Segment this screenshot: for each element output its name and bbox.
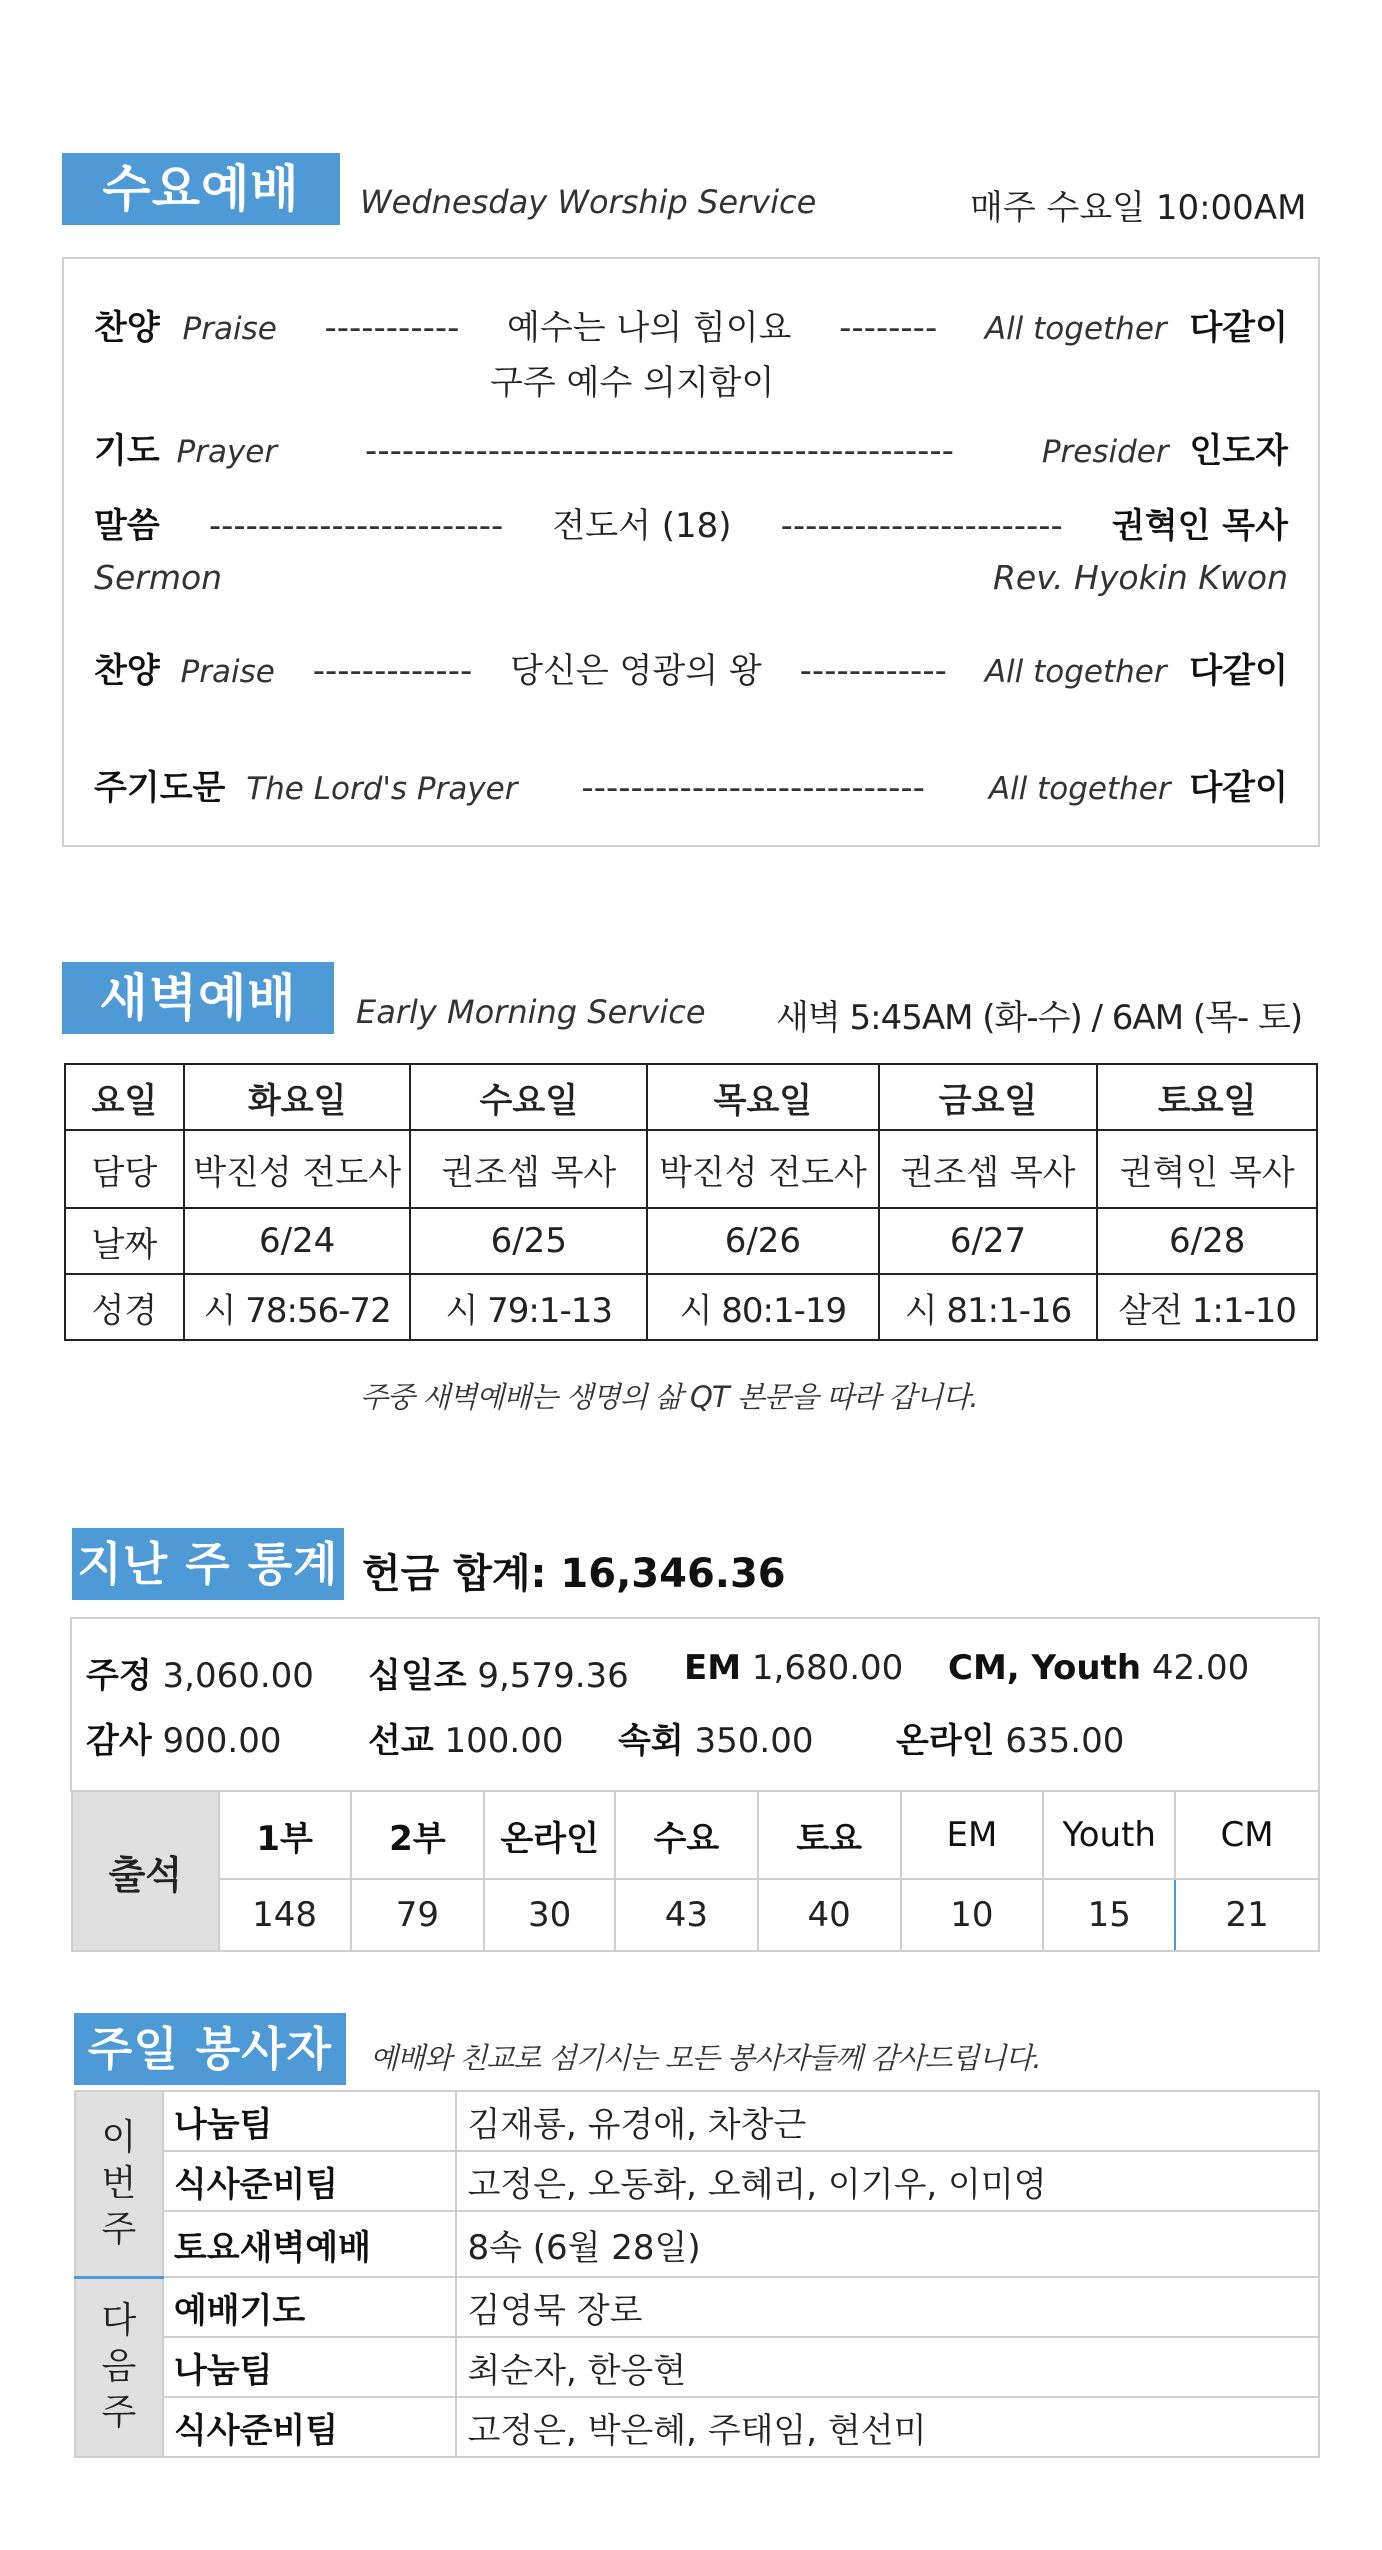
attendance-value: 10 — [901, 1879, 1044, 1951]
offering-item — [86, 1713, 281, 1762]
offering-item — [86, 1648, 314, 1697]
header-cell: 목요일 — [647, 1064, 879, 1130]
row-label: 성경 — [65, 1274, 184, 1340]
table-cell: 6/24 — [184, 1208, 411, 1274]
offering-value: 3,060.00 — [162, 1656, 314, 1696]
offering-item — [896, 1713, 1124, 1762]
volunteer-names: 최순자, 한응현 — [456, 2337, 1319, 2397]
volunteer-row — [75, 2337, 1319, 2397]
volunteer-role: 식사준비팀 — [163, 2397, 457, 2457]
this-week-label — [75, 2091, 163, 2277]
volunteer-names: 김영묵 장로 — [456, 2277, 1319, 2337]
offering-label: EM — [684, 1648, 742, 1688]
volunteer-row — [75, 2151, 1319, 2211]
offering-value: 900.00 — [162, 1721, 282, 1761]
volunteer-names: 고정은, 오동화, 오혜리, 이기우, 이미영 — [456, 2151, 1319, 2211]
offering-value: 9,579.36 — [477, 1656, 629, 1696]
header-cell: 토요일 — [1097, 1064, 1317, 1130]
table-cell: 시 80:1-19 — [647, 1274, 879, 1340]
item-title-en: The Lord's Prayer — [246, 771, 518, 807]
item-title-en: Praise — [180, 654, 275, 690]
header-cell: 요일 — [65, 1064, 184, 1130]
offering-value: 100.00 — [444, 1721, 564, 1761]
label-char: 주 — [101, 2208, 137, 2250]
label-char: 주 — [101, 2392, 137, 2434]
attendance-header: 온라인 — [484, 1791, 615, 1879]
header-cell: 금요일 — [879, 1064, 1098, 1130]
table-cell: 시 78:56-72 — [184, 1274, 411, 1340]
item-title: 말씀 — [94, 506, 160, 546]
offering-value: 42.00 — [1151, 1648, 1250, 1688]
volunteers-badge: 주일 봉사자 — [74, 2013, 346, 2085]
attendance-value: 148 — [219, 1879, 351, 1951]
table-cell: 권혁인 목사 — [1097, 1130, 1317, 1208]
order-item-praise-1 — [94, 300, 1288, 349]
label-char: 음 — [101, 2346, 137, 2388]
order-item-sermon — [94, 498, 1288, 547]
attendance-header-row — [72, 1791, 1319, 1879]
dash: ----------------------- — [780, 506, 1063, 546]
item-title-en: Prayer — [176, 434, 278, 470]
table-cell: 박진성 전도사 — [647, 1130, 879, 1208]
volunteers-table — [74, 2090, 1320, 2458]
attendance-value: 79 — [351, 1879, 485, 1951]
volunteer-row — [75, 2211, 1319, 2277]
offering-label: 주정 — [86, 1656, 152, 1696]
offering-label: 십일조 — [368, 1656, 467, 1696]
offering-item — [684, 1648, 903, 1688]
offering-label: 감사 — [86, 1721, 152, 1761]
stats-badge: 지난 주 통계 — [72, 1528, 344, 1600]
label-char: 다 — [101, 2300, 137, 2342]
item-title: 찬양 — [94, 308, 160, 348]
preacher-en: Rev. Hyokin Kwon — [992, 558, 1288, 597]
table-cell: 살전 1:1-10 — [1097, 1274, 1317, 1340]
label-char: 번 — [101, 2162, 137, 2204]
order-item-prayer — [94, 423, 1288, 472]
leader-en: Presider — [1041, 434, 1169, 470]
volunteer-names: 8속 (6월 28일) — [456, 2211, 1319, 2277]
label-char: 이 — [101, 2116, 137, 2158]
offering-item — [368, 1713, 563, 1762]
item-title: 주기도문 — [94, 768, 226, 808]
attendance-value: 21 — [1175, 1879, 1319, 1951]
dash: ------------------------ — [208, 506, 504, 546]
table-row — [65, 1208, 1317, 1274]
item-title-en: Sermon — [94, 558, 223, 597]
attendance-header: 2부 — [351, 1791, 485, 1879]
table-cell: 6/28 — [1097, 1208, 1317, 1274]
offering-item — [618, 1713, 813, 1762]
offering-item — [368, 1648, 629, 1697]
offering-item — [948, 1648, 1249, 1688]
table-cell: 박진성 전도사 — [184, 1130, 411, 1208]
scripture: 전도서 (18) — [552, 506, 732, 546]
table-row — [65, 1130, 1317, 1208]
dash: ------------- — [312, 651, 473, 691]
wednesday-schedule: 매주 수요일 10:00AM — [970, 188, 1307, 228]
dawn-schedule: 새벽 5:45AM (화-수) / 6AM (목- 토) — [776, 998, 1303, 1038]
leader-ko: 다같이 — [1189, 768, 1288, 808]
table-header-row — [65, 1064, 1317, 1130]
table-cell: 6/25 — [410, 1208, 647, 1274]
attendance-header: 수요 — [615, 1791, 758, 1879]
item-title: 찬양 — [94, 651, 160, 691]
offering-total — [362, 1542, 786, 1599]
dash: -------- — [839, 308, 938, 348]
dash: ----------- — [324, 308, 460, 348]
row-label: 담당 — [65, 1130, 184, 1208]
offering-label: CM, Youth — [948, 1648, 1142, 1688]
attendance-header: Youth — [1043, 1791, 1175, 1879]
volunteer-row — [75, 2277, 1319, 2337]
attendance-value: 15 — [1043, 1879, 1175, 1951]
dash: ------------------------------------------------ — [365, 431, 954, 471]
attendance-value-row — [72, 1879, 1319, 1951]
leader-ko: 다같이 — [1189, 308, 1288, 348]
offering-box — [70, 1617, 1320, 1792]
attendance-table — [71, 1790, 1320, 1952]
dawn-badge: 새벽예배 — [62, 962, 334, 1034]
dawn-note: 주중 새벽예배는 생명의 삶 QT 본문을 따라 갑니다. — [360, 1380, 978, 1414]
attendance-value: 40 — [758, 1879, 901, 1951]
volunteer-names: 김재룡, 유경애, 차창근 — [456, 2091, 1319, 2151]
leader-en: All together — [984, 654, 1167, 690]
attendance-value: 30 — [484, 1879, 615, 1951]
table-cell: 시 79:1-13 — [410, 1274, 647, 1340]
item-title: 기도 — [94, 431, 160, 471]
order-item-lords-prayer — [94, 760, 1288, 809]
leader-en: All together — [984, 311, 1167, 347]
attendance-header: 토요 — [758, 1791, 901, 1879]
leader-ko: 다같이 — [1189, 651, 1288, 691]
dawn-subtitle: Early Morning Service — [356, 993, 706, 1031]
table-cell: 6/26 — [647, 1208, 879, 1274]
row-label: 날짜 — [65, 1208, 184, 1274]
preacher-ko: 권혁인 목사 — [1111, 506, 1288, 546]
offering-label: 온라인 — [896, 1721, 995, 1761]
wednesday-subtitle: Wednesday Worship Service — [360, 183, 817, 221]
item-title-en: Praise — [182, 311, 277, 347]
leader-en: All together — [988, 771, 1171, 807]
table-cell: 권조셉 목사 — [879, 1130, 1098, 1208]
attendance-header: 1부 — [219, 1791, 351, 1879]
order-item-sermon-en — [94, 558, 1288, 597]
offering-total-value: 16,346.36 — [560, 1551, 786, 1597]
hymn-title: 당신은 영광의 왕 — [510, 651, 762, 691]
offering-value: 350.00 — [694, 1721, 814, 1761]
dash: ---------------------------- — [581, 768, 925, 808]
hymn-title: 예수는 나의 힘이요 — [507, 308, 792, 348]
order-item-praise-2 — [94, 643, 1288, 692]
volunteer-names: 고정은, 박은혜, 주태임, 현선미 — [456, 2397, 1319, 2457]
volunteer-role: 나눔팀 — [163, 2337, 457, 2397]
attendance-value: 43 — [615, 1879, 758, 1951]
attendance-header: EM — [901, 1791, 1044, 1879]
offering-total-label: 헌금 합계: — [362, 1551, 547, 1597]
volunteer-role: 식사준비팀 — [163, 2151, 457, 2211]
table-row — [65, 1274, 1317, 1340]
volunteer-role: 나눔팀 — [163, 2091, 457, 2151]
table-cell: 시 81:1-16 — [879, 1274, 1098, 1340]
leader-ko: 인도자 — [1189, 431, 1288, 471]
attendance-label: 출석 — [72, 1791, 219, 1951]
attendance-header: CM — [1175, 1791, 1319, 1879]
offering-value: 635.00 — [1005, 1721, 1125, 1761]
volunteer-row — [75, 2397, 1319, 2457]
table-cell: 6/27 — [879, 1208, 1098, 1274]
volunteer-role: 토요새벽예배 — [163, 2211, 457, 2277]
offering-label: 속회 — [618, 1721, 684, 1761]
volunteer-role: 예배기도 — [163, 2277, 457, 2337]
table-cell: 권조셉 목사 — [410, 1130, 647, 1208]
header-cell: 수요일 — [410, 1064, 647, 1130]
next-week-label — [75, 2277, 163, 2457]
dawn-table — [64, 1063, 1318, 1341]
volunteers-note: 예배와 친교로 섬기시는 모든 봉사자들께 감사드립니다. — [370, 2041, 1041, 2075]
header-cell: 화요일 — [184, 1064, 411, 1130]
offering-value: 1,680.00 — [751, 1648, 904, 1688]
dash: ------------ — [799, 651, 947, 691]
volunteer-row — [75, 2091, 1319, 2151]
hymn-title-line2: 구주 예수 의지함이 — [490, 363, 775, 403]
wednesday-badge: 수요예배 — [62, 153, 340, 225]
offering-label: 선교 — [368, 1721, 434, 1761]
